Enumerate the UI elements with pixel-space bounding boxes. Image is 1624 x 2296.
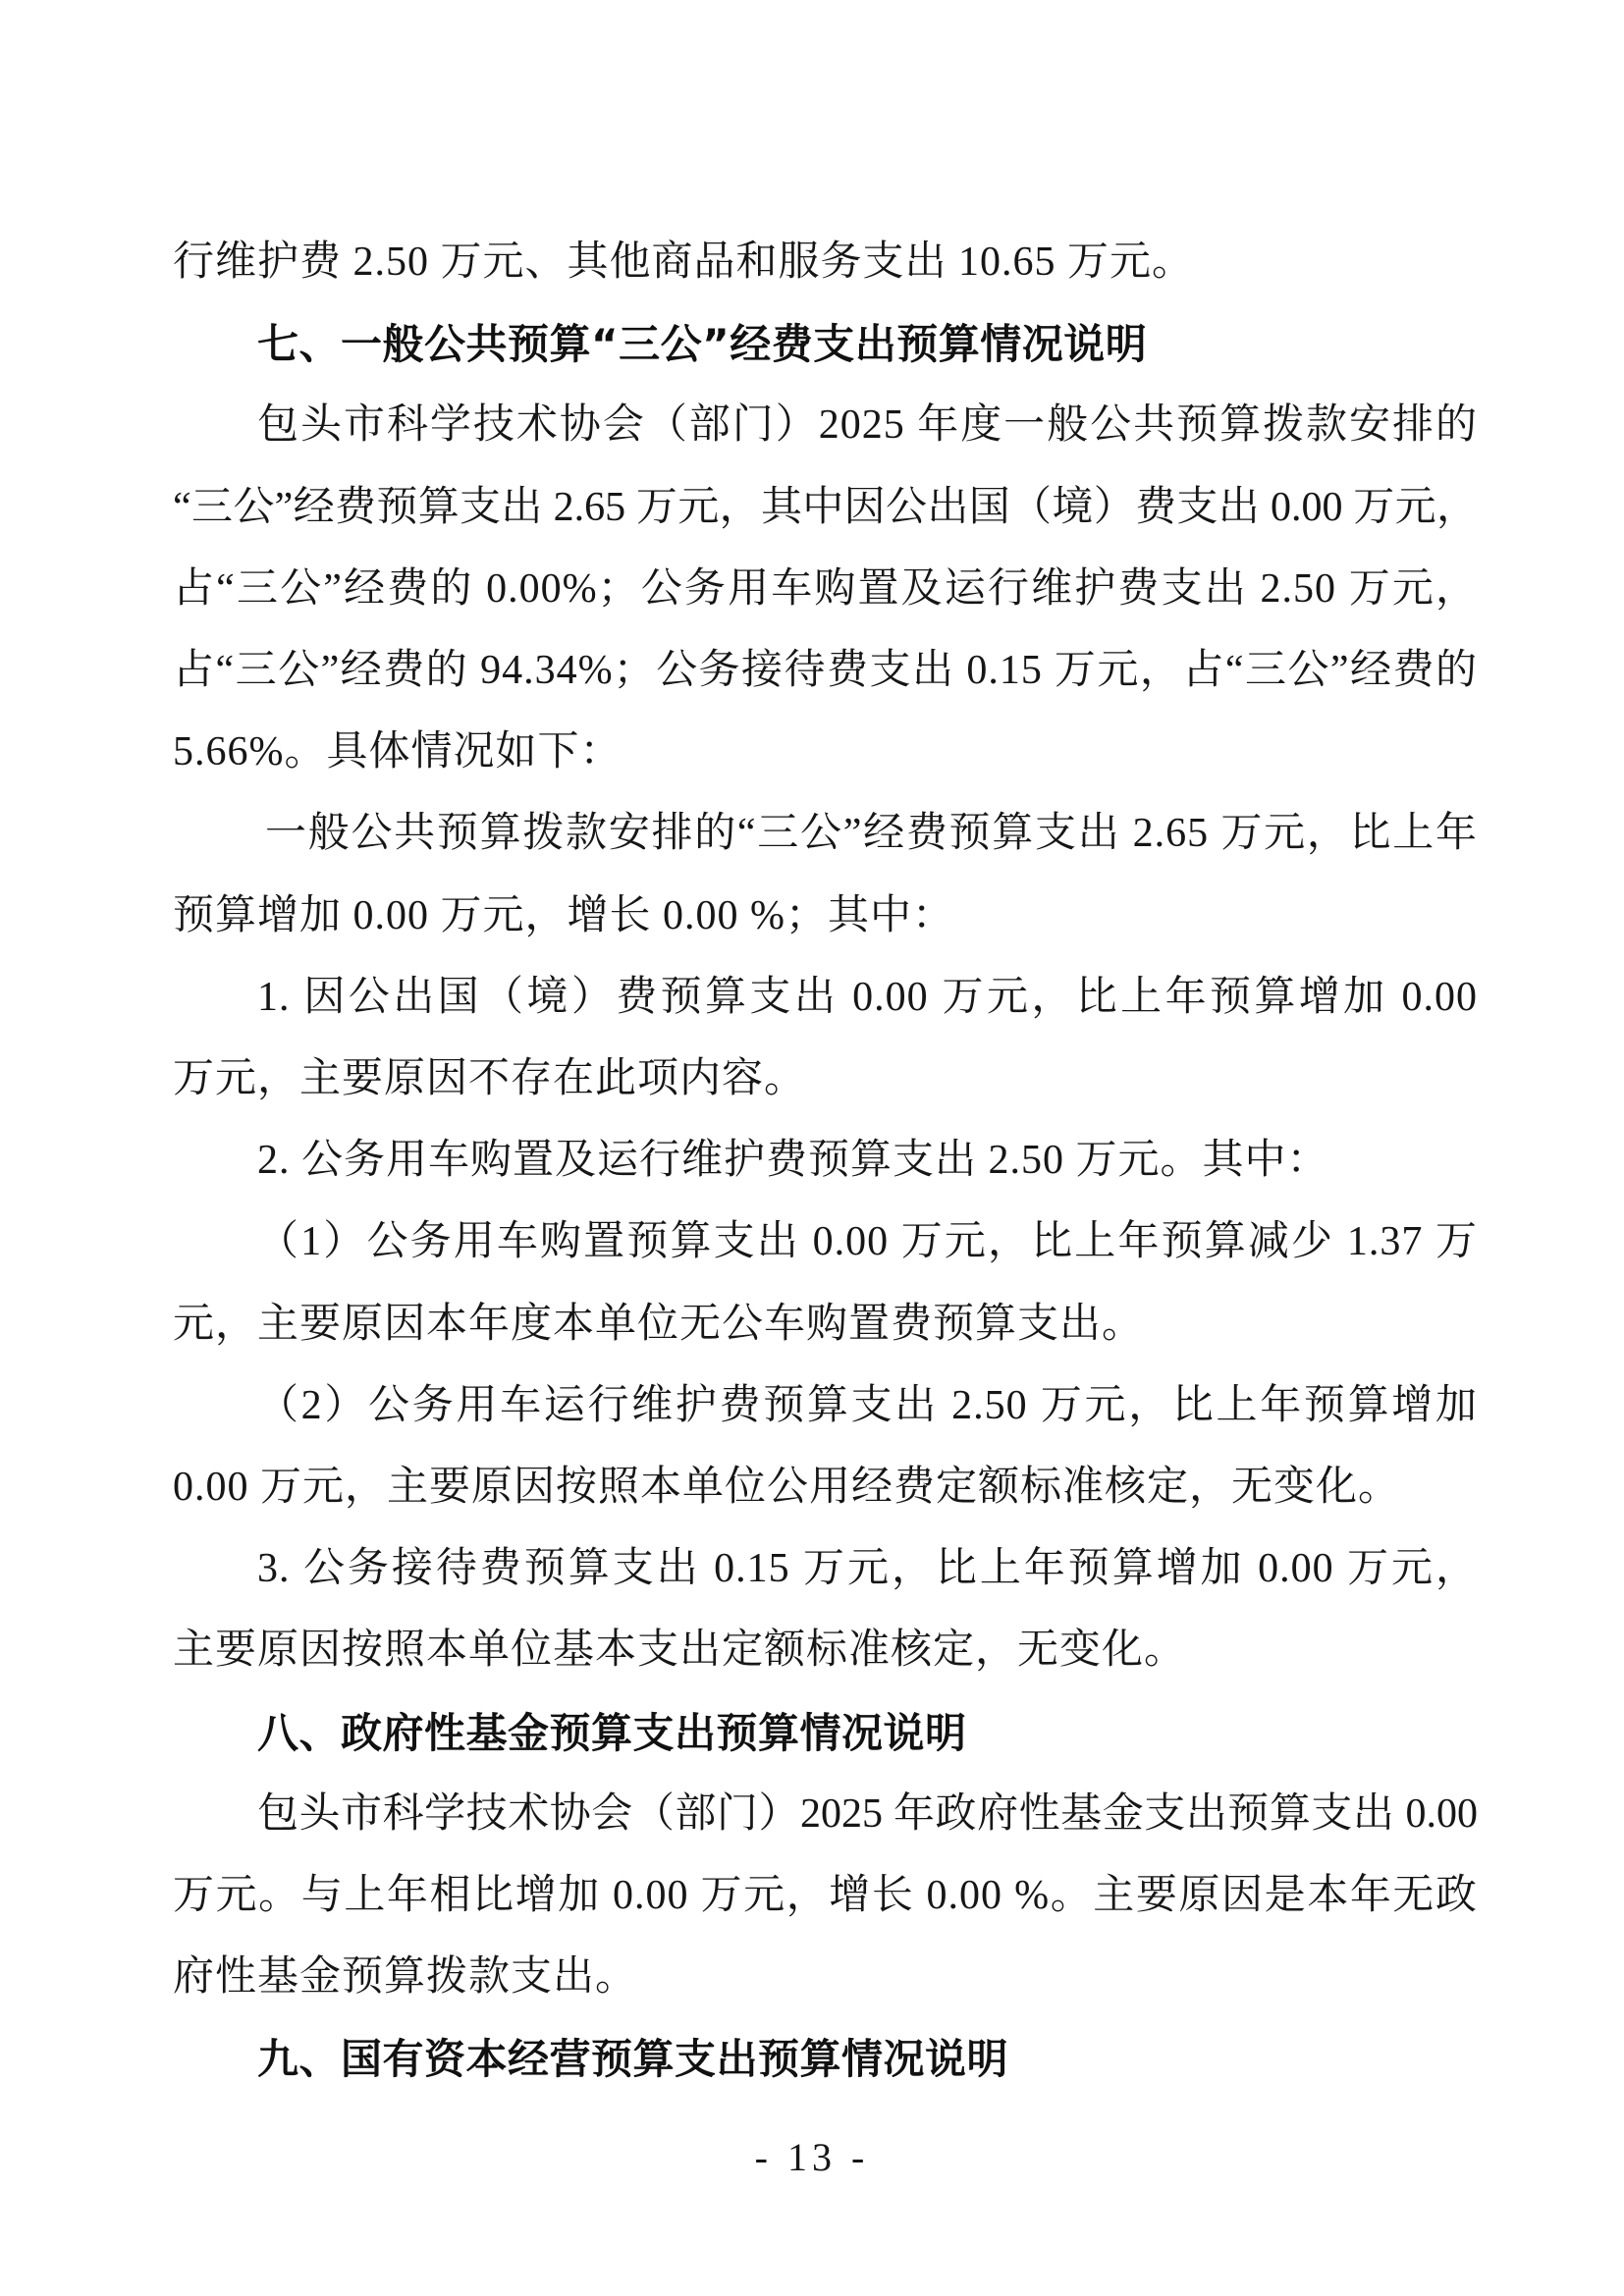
body-line: 占“三公”经费的 94.34%；公务接待费支出 0.15 万元，占“三公”经费的 (173, 648, 1478, 694)
body-line: 一般公共预算拨款安排的“三公”经费预算支出 2.65 万元，比上年 (265, 811, 1478, 857)
list-item-line: 2. 公务用车购置及运行维护费预算支出 2.50 万元。其中： (257, 1138, 1329, 1184)
section-heading: 七、一般公共预算“三公”经费支出预算情况说明 (257, 320, 1148, 369)
document-body (173, 222, 1478, 2101)
list-item-line: 1. 因公出国（境）费预算支出 0.00 万元，比上年预算增加 0.00 (257, 974, 1478, 1020)
body-line: 包头市科学技术协会（部门）2025 年政府性基金支出预算支出 0.00 (257, 1790, 1478, 1837)
body-line: 主要原因按照本单位基本支出定额标准核定，无变化。 (173, 1628, 1187, 1674)
body-line: 万元，主要原因不存在此项内容。 (173, 1056, 807, 1102)
body-line: 万元。与上年相比增加 0.00 万元，增长 0.00 %。主要原因是本年无政 (173, 1873, 1478, 1919)
list-item-line: 3. 公务接待费预算支出 0.15 万元，比上年预算增加 0.00 万元， (257, 1546, 1478, 1592)
body-line: 行维护费 2.50 万元、其他商品和服务支出 10.65 万元。 (173, 240, 1195, 285)
sub-item-line: （2）公务用车运行维护费预算支出 2.50 万元，比上年预算增加 (257, 1382, 1478, 1428)
body-line: 5.66%。具体情况如下： (173, 729, 623, 775)
section-heading: 九、国有资本经营预算支出预算情况说明 (257, 2035, 1009, 2084)
body-line: 府性基金预算拨款支出。 (173, 1954, 638, 2001)
body-line: 元，主要原因本年度本单位无公车购置费预算支出。 (173, 1301, 1145, 1347)
body-line: “三公”经费预算支出 2.65 万元，其中因公出国（境）费支出 0.00 万元， (173, 484, 1478, 530)
body-line: 包头市科学技术协会（部门）2025 年度一般公共预算拨款安排的 (257, 402, 1478, 449)
section-heading: 八、政府性基金预算支出预算情况说明 (257, 1708, 967, 1757)
sub-item-line: （1）公务用车购置预算支出 0.00 万元，比上年预算减少 1.37 万 (257, 1219, 1478, 1265)
body-line: 预算增加 0.00 万元，增长 0.00 %；其中： (173, 892, 954, 938)
page-number: - 13 - (754, 2135, 870, 2179)
body-line: 0.00 万元，主要原因按照本单位公用经费定额标准核定，无变化。 (173, 1465, 1401, 1511)
body-line: 占“三公”经费的 0.00%；公务用车购置及运行维护费支出 2.50 万元， (173, 565, 1478, 612)
